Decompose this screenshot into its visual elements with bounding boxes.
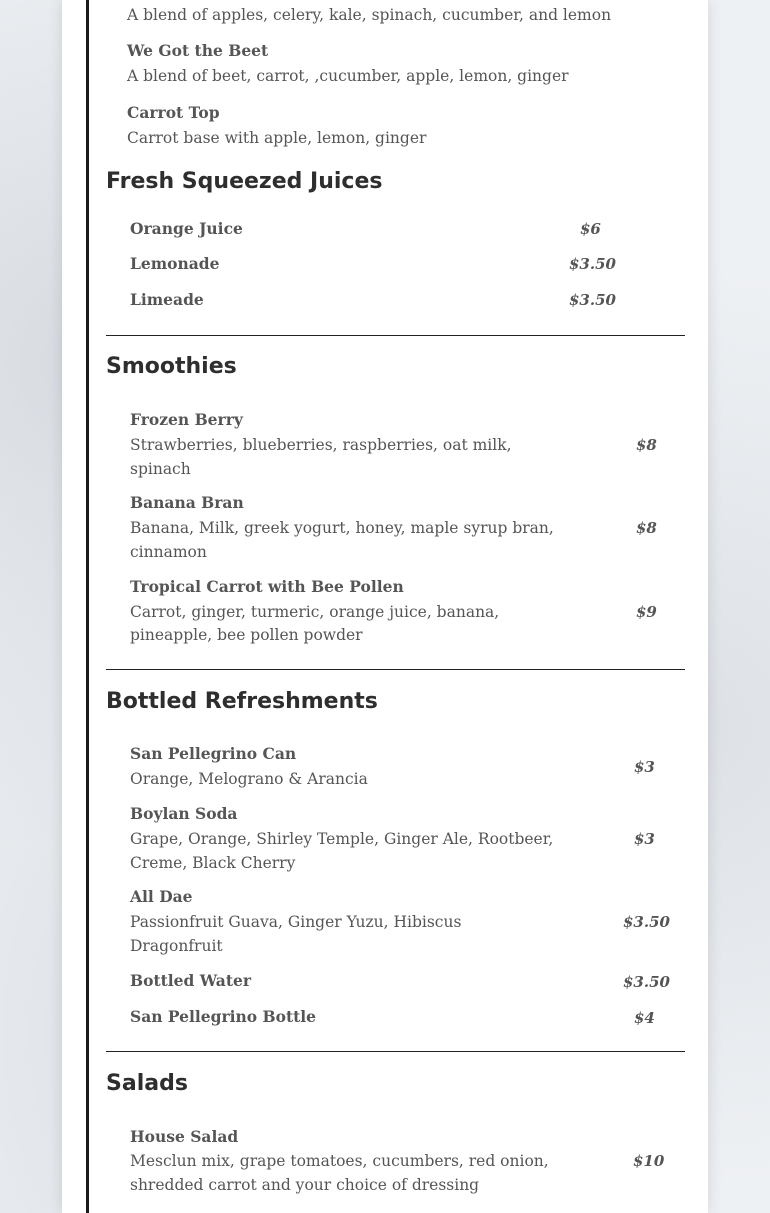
menu-item-name: Banana Bran bbox=[130, 493, 244, 512]
intro-item-desc: A blend of apples, celery, kale, spinach, cucumber, and lemon bbox=[127, 6, 612, 24]
menu-item-name: Limeade bbox=[130, 290, 204, 309]
menu-item-price: $8 bbox=[636, 519, 657, 537]
menu-item-price: $3.50 bbox=[569, 255, 616, 273]
intro-item-desc: Carrot base with apple, lemon, ginger bbox=[127, 129, 427, 147]
menu-page bbox=[62, 0, 708, 1213]
menu-item-desc: Strawberries, blueberries, raspberries, oat milk, bbox=[130, 436, 512, 454]
menu-item-price: $6 bbox=[580, 220, 601, 238]
menu-item-desc: Orange, Melograno & Arancia bbox=[130, 770, 368, 788]
section-divider bbox=[106, 335, 685, 336]
menu-item-price: $3.50 bbox=[623, 913, 670, 931]
section-divider bbox=[106, 1051, 685, 1052]
menu-item-name: Bottled Water bbox=[130, 971, 252, 990]
section-title-salads: Salads bbox=[106, 1071, 188, 1096]
menu-item-desc: Dragonfruit bbox=[130, 937, 223, 955]
menu-item-desc: shredded carrot and your choice of dressing bbox=[130, 1176, 480, 1194]
menu-item-desc: Banana, Milk, greek yogurt, honey, maple syrup bran, bbox=[130, 519, 554, 537]
menu-item-price: $3 bbox=[634, 830, 655, 848]
menu-item-name: House Salad bbox=[130, 1127, 239, 1146]
section-title-smoothies: Smoothies bbox=[106, 354, 237, 379]
menu-item-desc: Carrot, ginger, turmeric, orange juice, banana, bbox=[130, 603, 500, 621]
menu-item-price: $9 bbox=[636, 603, 657, 621]
menu-item-price: $3.50 bbox=[569, 291, 616, 309]
menu-item-name: Orange Juice bbox=[130, 219, 243, 238]
intro-item-desc: A blend of beet, carrot, ,cucumber, apple, lemon, ginger bbox=[127, 67, 569, 85]
left-border-rule bbox=[86, 0, 89, 1213]
menu-item-desc: Creme, Black Cherry bbox=[130, 854, 296, 872]
menu-item-desc: Passionfruit Guava, Ginger Yuzu, Hibiscus bbox=[130, 913, 462, 931]
menu-item-price: $8 bbox=[636, 436, 657, 454]
menu-item-name: San Pellegrino Bottle bbox=[130, 1007, 317, 1026]
menu-item-name: Tropical Carrot with Bee Pollen bbox=[130, 577, 404, 596]
menu-item-desc: pineapple, bee pollen powder bbox=[130, 626, 363, 644]
section-title-bottled: Bottled Refreshments bbox=[106, 689, 378, 714]
menu-item-name: Frozen Berry bbox=[130, 410, 243, 429]
menu-item-desc: Grape, Orange, Shirley Temple, Ginger Ale, Rootbeer, bbox=[130, 830, 554, 848]
menu-item-price: $3.50 bbox=[623, 973, 670, 991]
menu-item-name: Lemonade bbox=[130, 254, 220, 273]
menu-item-price: $10 bbox=[633, 1152, 665, 1170]
section-title-juices: Fresh Squeezed Juices bbox=[106, 169, 383, 194]
menu-item-desc: Mesclun mix, grape tomatoes, cucumbers, red onion, bbox=[130, 1152, 549, 1170]
menu-item-name: Boylan Soda bbox=[130, 804, 238, 823]
menu-item-name: San Pellegrino Can bbox=[130, 744, 297, 763]
menu-item-price: $4 bbox=[634, 1009, 655, 1027]
menu-item-desc: cinnamon bbox=[130, 543, 207, 561]
menu-item-desc: spinach bbox=[130, 460, 191, 478]
menu-item-name: All Dae bbox=[130, 887, 193, 906]
section-divider bbox=[106, 669, 685, 670]
intro-item-name: Carrot Top bbox=[127, 103, 220, 122]
intro-item-name: We Got the Beet bbox=[127, 41, 269, 60]
menu-item-price: $3 bbox=[634, 758, 655, 776]
